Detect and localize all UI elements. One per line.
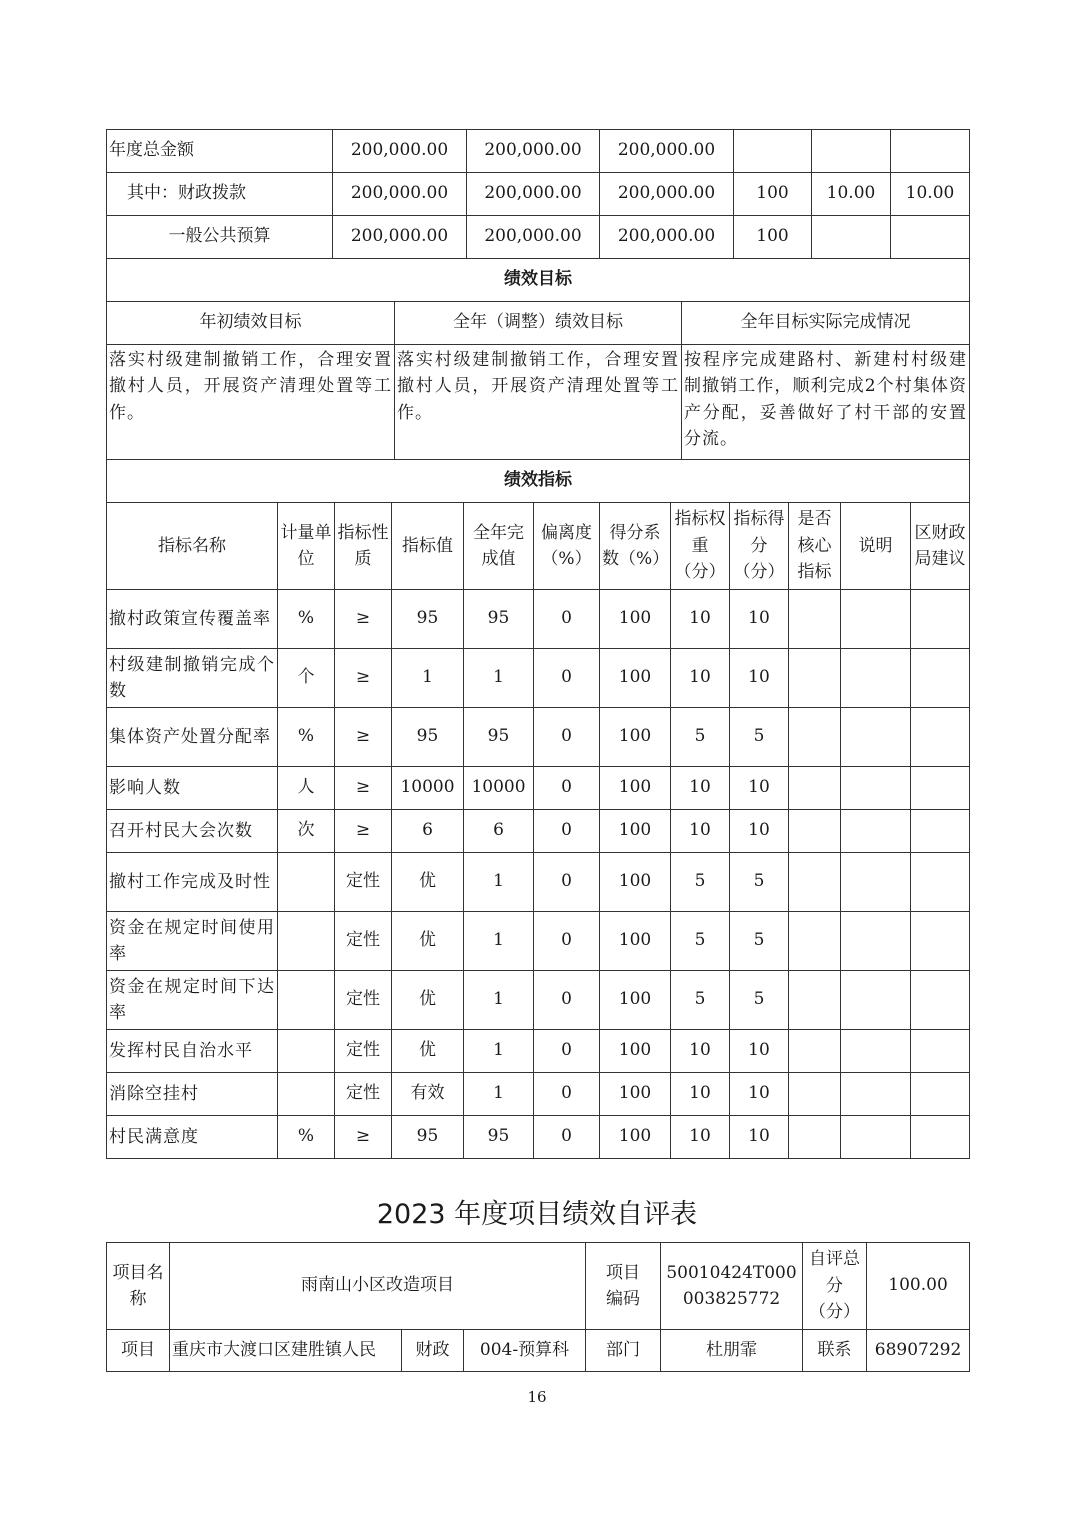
indicator-row xyxy=(107,912,970,971)
indicator-core xyxy=(789,971,841,1030)
funding-cell: 200,000.00 xyxy=(467,173,600,216)
indicator-advice xyxy=(911,1030,970,1073)
indicator-row xyxy=(107,1030,970,1073)
header-actual: 全年完成值 xyxy=(464,503,534,590)
indicator-target: 优 xyxy=(392,912,464,971)
indicator-core xyxy=(789,649,841,708)
indicator-advice xyxy=(911,708,970,767)
goals-content-initial: 落实村级建制撤销工作，合理安置撤村人员，开展资产清理处置等工作。 xyxy=(107,345,395,460)
header-core: 是否核心指标 xyxy=(789,503,841,590)
goals-header-initial: 年初绩效目标 xyxy=(107,302,395,345)
indicator-nature: ≥ xyxy=(335,1116,392,1159)
funding-table xyxy=(106,129,970,259)
header-indicator-name: 指标名称 xyxy=(107,503,278,590)
indicator-row xyxy=(107,590,970,649)
indicator-target: 6 xyxy=(392,810,464,853)
indicator-nature: 定性 xyxy=(335,853,392,912)
indicator-nature: 定性 xyxy=(335,1073,392,1116)
header-unit: 计量单位 xyxy=(278,503,335,590)
project-name-label: 项目名称 xyxy=(107,1243,170,1330)
indicator-name: 发挥村民自治水平 xyxy=(107,1030,278,1073)
indicator-coef: 100 xyxy=(600,971,671,1030)
indicator-score: 10 xyxy=(730,810,789,853)
indicator-nature: ≥ xyxy=(335,590,392,649)
indicator-weight: 10 xyxy=(671,1030,730,1073)
funding-cell: 200,000.00 xyxy=(600,130,734,173)
indicator-core xyxy=(789,590,841,649)
indicator-actual: 95 xyxy=(464,1116,534,1159)
indicator-actual: 1 xyxy=(464,853,534,912)
indicator-row xyxy=(107,810,970,853)
indicator-deviation: 0 xyxy=(534,1116,600,1159)
funding-cell: 200,000.00 xyxy=(333,216,467,259)
indicator-weight: 10 xyxy=(671,590,730,649)
row2-label-project: 项目 xyxy=(107,1330,170,1372)
indicators-header-row xyxy=(107,503,970,590)
indicator-score: 10 xyxy=(730,1030,789,1073)
indicator-nature: ≥ xyxy=(335,767,392,810)
indicator-coef: 100 xyxy=(600,810,671,853)
indicator-core xyxy=(789,810,841,853)
goals-header-actual: 全年目标实际完成情况 xyxy=(682,302,970,345)
indicator-actual: 1 xyxy=(464,912,534,971)
indicator-nature: 定性 xyxy=(335,1030,392,1073)
indicator-row xyxy=(107,1073,970,1116)
indicator-core xyxy=(789,1073,841,1116)
funding-cell xyxy=(891,216,970,259)
indicator-unit xyxy=(278,912,335,971)
indicator-core xyxy=(789,1116,841,1159)
indicator-advice xyxy=(911,590,970,649)
indicator-coef: 100 xyxy=(600,1030,671,1073)
indicator-name: 资金在规定时间下达率 xyxy=(107,971,278,1030)
indicator-target: 优 xyxy=(392,1030,464,1073)
row2-phone: 68907292 xyxy=(867,1330,970,1372)
indicator-unit: 次 xyxy=(278,810,335,853)
indicator-unit: 个 xyxy=(278,649,335,708)
indicator-deviation: 0 xyxy=(534,912,600,971)
indicator-target: 有效 xyxy=(392,1073,464,1116)
indicator-advice xyxy=(911,1116,970,1159)
indicator-note xyxy=(841,1116,911,1159)
indicator-weight: 10 xyxy=(671,767,730,810)
indicator-core xyxy=(789,1030,841,1073)
indicator-actual: 6 xyxy=(464,810,534,853)
total-score: 100.00 xyxy=(867,1243,970,1330)
indicator-name: 撤村政策宣传覆盖率 xyxy=(107,590,278,649)
indicator-weight: 10 xyxy=(671,810,730,853)
funding-label: 其中：财政拨款 xyxy=(107,173,333,216)
funding-cell: 100 xyxy=(734,216,812,259)
indicator-advice xyxy=(911,649,970,708)
indicator-coef: 100 xyxy=(600,853,671,912)
indicator-nature: ≥ xyxy=(335,708,392,767)
indicator-row xyxy=(107,853,970,912)
indicator-unit: 人 xyxy=(278,767,335,810)
form-title: 2023 年度项目绩效自评表 xyxy=(376,1199,698,1230)
indicator-note xyxy=(841,810,911,853)
indicator-unit xyxy=(278,853,335,912)
indicators-table xyxy=(106,459,970,1159)
funding-cell xyxy=(812,216,891,259)
indicator-weight: 5 xyxy=(671,912,730,971)
indicator-advice xyxy=(911,767,970,810)
header-note: 说明 xyxy=(841,503,911,590)
indicator-nature: 定性 xyxy=(335,971,392,1030)
row2-label-fiscal: 财政 xyxy=(402,1330,464,1372)
indicator-score: 5 xyxy=(730,912,789,971)
indicator-core xyxy=(789,912,841,971)
indicator-coef: 100 xyxy=(600,649,671,708)
indicator-note xyxy=(841,708,911,767)
indicator-score: 5 xyxy=(730,971,789,1030)
funding-row-public xyxy=(107,216,970,259)
funding-cell xyxy=(812,130,891,173)
indicator-coef: 100 xyxy=(600,708,671,767)
indicator-target: 95 xyxy=(392,590,464,649)
indicator-advice xyxy=(911,1073,970,1116)
project-code-label: 项目编码 xyxy=(586,1243,661,1330)
funding-row-fiscal xyxy=(107,173,970,216)
indicator-score: 5 xyxy=(730,853,789,912)
goals-header-adjusted: 全年（调整）绩效目标 xyxy=(395,302,682,345)
indicator-advice xyxy=(911,810,970,853)
indicator-target: 10000 xyxy=(392,767,464,810)
goals-section-title: 绩效目标 xyxy=(107,259,970,302)
indicator-score: 10 xyxy=(730,590,789,649)
indicator-weight: 5 xyxy=(671,971,730,1030)
page-number: 16 xyxy=(527,1388,547,1406)
indicator-score: 10 xyxy=(730,1116,789,1159)
indicator-unit: % xyxy=(278,708,335,767)
header-target: 指标值 xyxy=(392,503,464,590)
funding-cell: 200,000.00 xyxy=(600,173,734,216)
funding-label: 年度总金额 xyxy=(107,130,333,173)
indicator-unit xyxy=(278,971,335,1030)
indicator-unit xyxy=(278,1073,335,1116)
funding-cell xyxy=(734,130,812,173)
indicator-nature: ≥ xyxy=(335,649,392,708)
indicator-note xyxy=(841,1030,911,1073)
indicator-name: 撤村工作完成及时性 xyxy=(107,853,278,912)
funding-cell: 200,000.00 xyxy=(467,216,600,259)
funding-cell: 200,000.00 xyxy=(333,173,467,216)
indicator-note xyxy=(841,853,911,912)
indicator-advice xyxy=(911,853,970,912)
indicator-deviation: 0 xyxy=(534,853,600,912)
indicator-name: 村级建制撤销完成个数 xyxy=(107,649,278,708)
funding-cell: 200,000.00 xyxy=(600,216,734,259)
indicator-deviation: 0 xyxy=(534,810,600,853)
indicator-note xyxy=(841,767,911,810)
indicator-score: 5 xyxy=(730,708,789,767)
project-code: 50010424T000003825772 xyxy=(661,1243,803,1330)
indicator-row xyxy=(107,708,970,767)
indicator-deviation: 0 xyxy=(534,1030,600,1073)
header-weight: 指标权重（分） xyxy=(671,503,730,590)
indicator-score: 10 xyxy=(730,1073,789,1116)
goals-content-actual: 按程序完成建路村、新建村村级建制撤销工作，顺利完成2个村集体资产分配，妥善做好了村干部的安置分流。 xyxy=(682,345,970,460)
funding-cell: 10.00 xyxy=(891,173,970,216)
row2-person: 杜朋霏 xyxy=(661,1330,803,1372)
indicator-note xyxy=(841,971,911,1030)
indicator-unit: % xyxy=(278,1116,335,1159)
indicator-actual: 1 xyxy=(464,1073,534,1116)
indicator-deviation: 0 xyxy=(534,971,600,1030)
funding-cell xyxy=(891,130,970,173)
indicator-advice xyxy=(911,971,970,1030)
indicator-score: 10 xyxy=(730,649,789,708)
indicator-actual: 1 xyxy=(464,649,534,708)
indicator-unit: % xyxy=(278,590,335,649)
indicator-deviation: 0 xyxy=(534,708,600,767)
indicator-name: 影响人数 xyxy=(107,767,278,810)
row2-label-dept: 部门 xyxy=(586,1330,661,1372)
total-score-label: 自评总分（分） xyxy=(803,1243,867,1330)
indicator-coef: 100 xyxy=(600,590,671,649)
row2-budget-dept: 004-预算科 xyxy=(464,1330,586,1372)
indicator-name: 召开村民大会次数 xyxy=(107,810,278,853)
indicator-core xyxy=(789,853,841,912)
goals-table xyxy=(106,258,970,460)
funding-cell: 10.00 xyxy=(812,173,891,216)
indicator-name: 集体资产处置分配率 xyxy=(107,708,278,767)
indicator-actual: 1 xyxy=(464,971,534,1030)
indicator-note xyxy=(841,649,911,708)
indicator-coef: 100 xyxy=(600,1073,671,1116)
indicator-weight: 5 xyxy=(671,708,730,767)
row2-unit: 重庆市大渡口区建胜镇人民 xyxy=(170,1330,402,1372)
indicator-deviation: 0 xyxy=(534,590,600,649)
indicator-weight: 10 xyxy=(671,649,730,708)
indicator-row xyxy=(107,1116,970,1159)
indicator-target: 优 xyxy=(392,853,464,912)
funding-cell: 200,000.00 xyxy=(467,130,600,173)
indicator-nature: ≥ xyxy=(335,810,392,853)
funding-cell: 100 xyxy=(734,173,812,216)
project-info-table xyxy=(106,1242,970,1372)
funding-cell: 200,000.00 xyxy=(333,130,467,173)
indicator-weight: 10 xyxy=(671,1116,730,1159)
row2-label-contact: 联系 xyxy=(803,1330,867,1372)
header-nature: 指标性质 xyxy=(335,503,392,590)
indicator-target: 95 xyxy=(392,708,464,767)
indicator-core xyxy=(789,708,841,767)
indicator-coef: 100 xyxy=(600,912,671,971)
header-coef: 得分系数（%） xyxy=(600,503,671,590)
header-deviation: 偏离度（%） xyxy=(534,503,600,590)
indicator-score: 10 xyxy=(730,767,789,810)
header-advice: 区财政局建议 xyxy=(911,503,970,590)
indicator-row xyxy=(107,971,970,1030)
indicators-section-title: 绩效指标 xyxy=(107,460,970,503)
indicator-note xyxy=(841,912,911,971)
indicator-name: 消除空挂村 xyxy=(107,1073,278,1116)
indicator-coef: 100 xyxy=(600,1116,671,1159)
indicator-actual: 95 xyxy=(464,708,534,767)
indicator-note xyxy=(841,590,911,649)
indicator-deviation: 0 xyxy=(534,1073,600,1116)
indicator-nature: 定性 xyxy=(335,912,392,971)
indicator-actual: 95 xyxy=(464,590,534,649)
indicator-row xyxy=(107,649,970,708)
indicator-unit xyxy=(278,1030,335,1073)
indicator-deviation: 0 xyxy=(534,767,600,810)
indicator-deviation: 0 xyxy=(534,649,600,708)
project-name: 雨南山小区改造项目 xyxy=(170,1243,586,1330)
funding-row-total xyxy=(107,130,970,173)
header-score: 指标得分（分） xyxy=(730,503,789,590)
indicator-actual: 1 xyxy=(464,1030,534,1073)
indicator-row xyxy=(107,767,970,810)
indicator-note xyxy=(841,1073,911,1116)
indicator-weight: 10 xyxy=(671,1073,730,1116)
indicator-target: 优 xyxy=(392,971,464,1030)
indicator-name: 村民满意度 xyxy=(107,1116,278,1159)
indicator-name: 资金在规定时间使用率 xyxy=(107,912,278,971)
indicator-advice xyxy=(911,912,970,971)
indicator-weight: 5 xyxy=(671,853,730,912)
goals-content-adjusted: 落实村级建制撤销工作，合理安置撤村人员，开展资产清理处置等工作。 xyxy=(395,345,682,460)
indicator-core xyxy=(789,767,841,810)
indicator-coef: 100 xyxy=(600,767,671,810)
indicator-target: 1 xyxy=(392,649,464,708)
indicator-target: 95 xyxy=(392,1116,464,1159)
indicator-actual: 10000 xyxy=(464,767,534,810)
funding-label: 一般公共预算 xyxy=(107,216,333,259)
